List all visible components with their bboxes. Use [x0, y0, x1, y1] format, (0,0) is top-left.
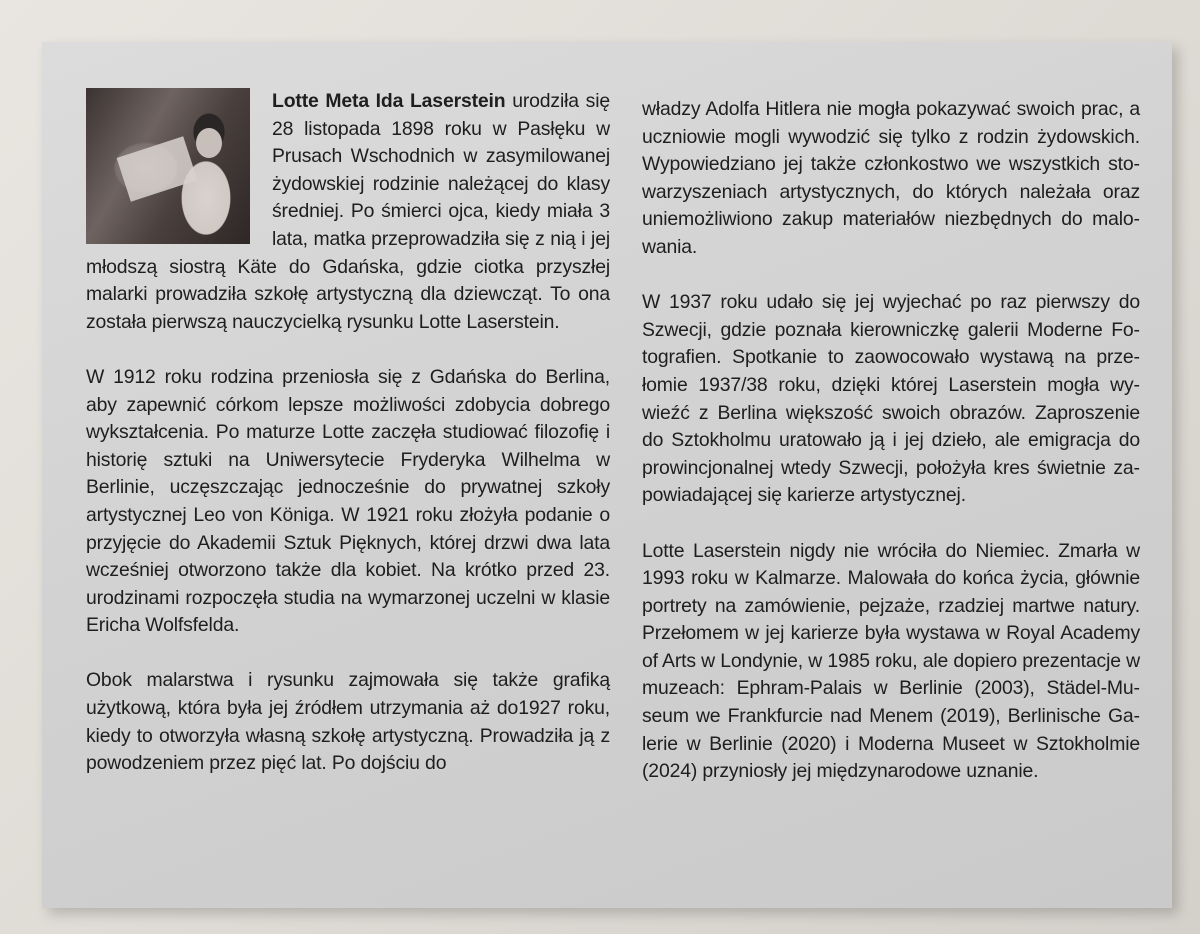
exhibition-text-panel	[42, 42, 1172, 908]
left-column	[86, 88, 610, 778]
biography-paragraph-3: Obok malarstwa i rysunku zajmowała się także grafiką użytkową, która była jej źródłem utrzymania aż do1927 roku, kiedy to otworzyła własną szkołę artystyczną. Prowadziła ją z powodzeniem przez pięć lat. Po dojściu do	[86, 669, 610, 775]
artist-name: Lotte Meta Ida Laserstein	[272, 90, 506, 112]
photo-face-shape	[196, 128, 222, 158]
portrait-photo-icon	[86, 88, 250, 244]
photo-paper-shape	[117, 136, 198, 201]
paragraph-1-text: urodziła się 28 listopada 1898 roku w Pasłęku w Prusach Wschodnich w zasymilowanej żydowskiej rodzinie należącej do klasy średniej. Po śmierci ojca, kiedy miała 3 lata, matka przeprowadziła się z nią i jej młodszą siostrą Käte do Gdańska, gdzie ciotka przyszłej malarki prowadziła szkołę artystyczną dla dziewcząt. To ona została pierwszą nauczycielką rysunku Lotte Laserstein.	[86, 90, 610, 333]
biography-paragraph-2: W 1912 roku rodzina przeniosła się z Gdańska do Berlina, aby zapewnić córkom lepsze możliwości zdobycia dobrego wykształcenia. Po maturze Lotte zaczęła studiować filozofię i historię sztuki na Uniwersytecie Fryderyka Wilhelma w Berlinie, uczęszczając jednocześnie do prywatnej szkoły artystycznej Leo von Königa. W 1921 roku złożyła podanie o przyjęcie do Akademii Sztuk Pięknych, której drzwi dwa lata wcześniej otworzono także dla kobiet. Na krótko przed 23. urodzinami rozpoczęła studia na wymarzonej uczelni w klasie Ericha Wolfsfelda.	[86, 365, 610, 637]
biography-paragraph-5: W 1937 roku udało się jej wyjechać po raz pierwszy do Szwecji, gdzie poznała kierowniczkę galerii Moderne Fotografien. Spotkanie to zaowocowało wystawą na przełomie 1937/38 roku, dzięki której Laserstein mogła wywieźć z Berlina większość swoich obrazów. Zaproszenie do Sztokholmu uratowało ją i jej dzieło, ale emigracja do prowincjonalnej wtedy Szwecji, położyła kres świetnie zapowiadającej się karierze artystycznej.	[642, 291, 1140, 507]
biography-paragraph-6: Lotte Laserstein nigdy nie wróciła do Niemiec. Zmarła w 1993 roku w Kalmarze. Malowała do końca życia, głównie portrety na zamówienie, pejzaże, rzadziej martwe natury. Przełomem w jej karierze była wystawa w Royal Academy of Arts w Londynie, w 1985 roku, ale dopiero prezentacje w muzeach: Ephram-Palais w Berlinie (2003), Städel-Museum we Frankfurcie nad Menem (2019), Berlinische Galerie w Berlinie (2020) i Moderna Museet w Sztokholmie (2024) przyniosły jej międzynarodowe uznanie.	[642, 539, 1140, 783]
biography-paragraph-4: władzy Adolfa Hitlera nie mogła pokazywać swoich prac, a uczniowie mogli wywodzić się tylko z rodzin żydowskich. Wypowiedziano jej także członkostwo we wszystkich stowarzyszeniach artystycznych, do których należała oraz uniemożliwiono zakup materiałów niezbędnych do malowania.	[642, 98, 1140, 258]
right-column	[642, 96, 1140, 786]
